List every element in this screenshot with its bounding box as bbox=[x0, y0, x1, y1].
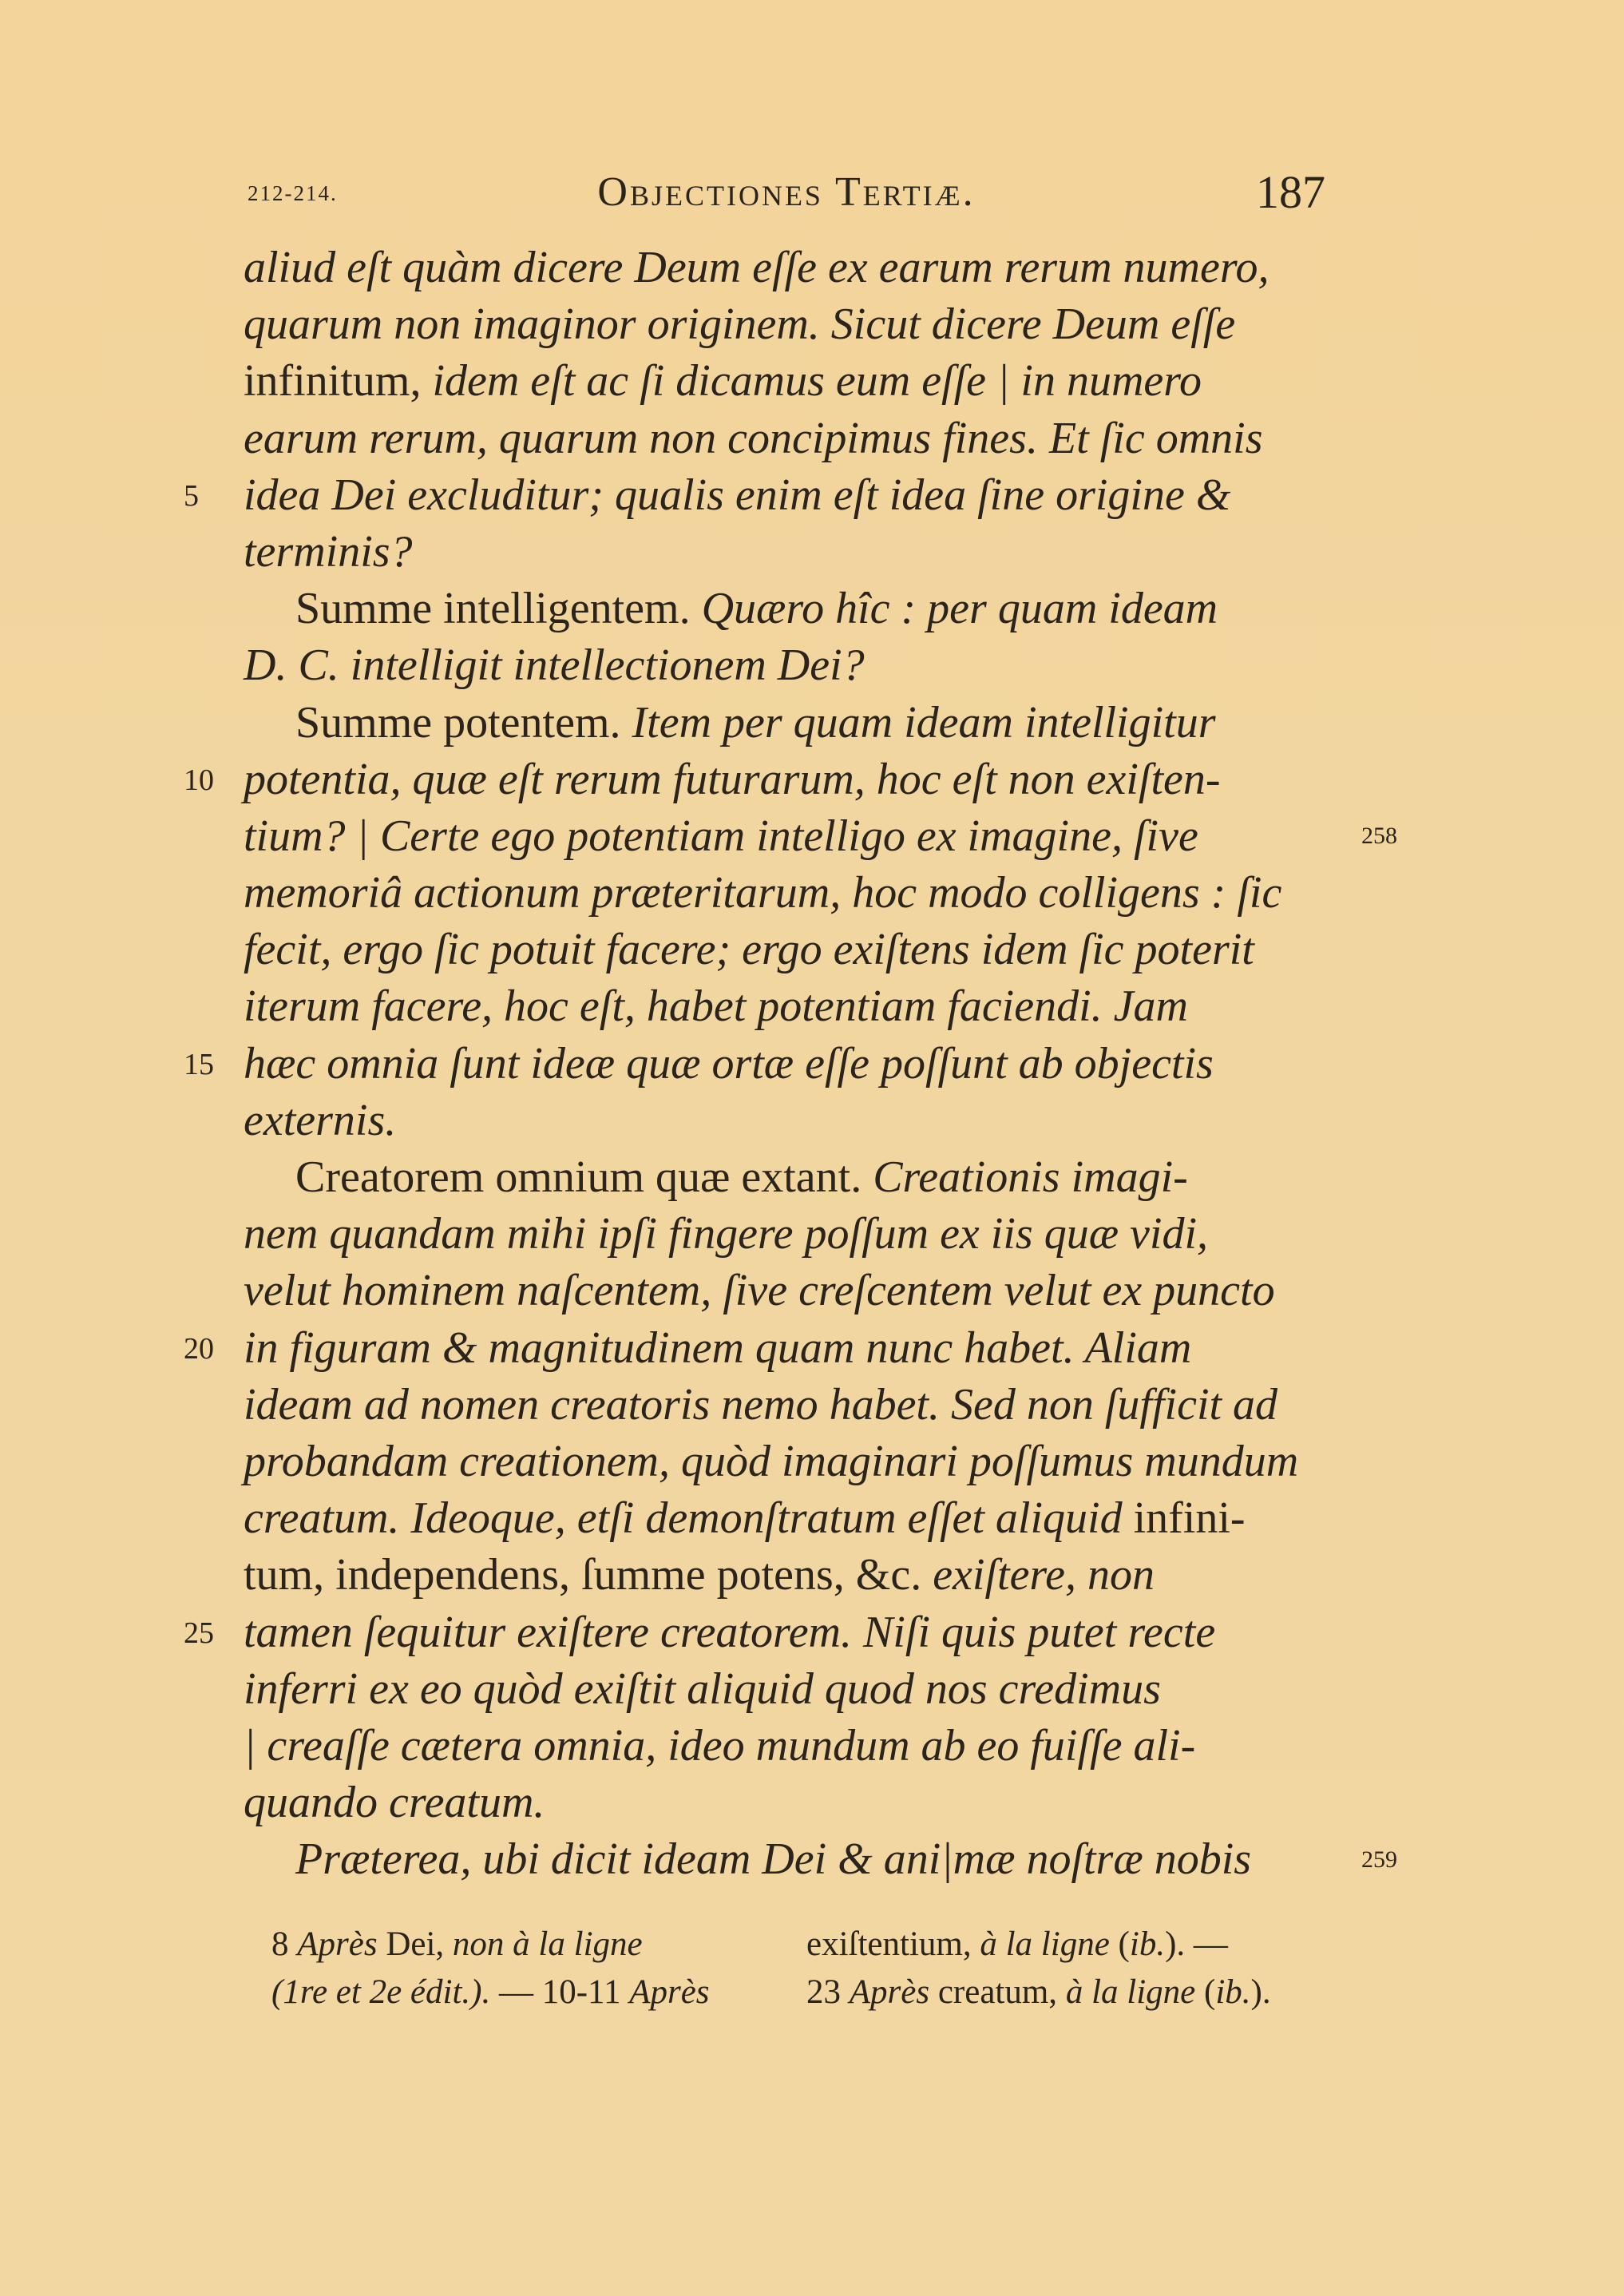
margin-reference: 258 bbox=[1361, 823, 1397, 849]
running-title: Objectiones Tertiæ. bbox=[597, 169, 976, 215]
text-span: in figuram & magnitudinem quam nunc habet. Aliam bbox=[244, 1322, 1192, 1373]
footnote-span: (1re et 2e édit.). bbox=[271, 1973, 499, 2011]
line-number: 5 bbox=[184, 478, 199, 513]
text-span: quando creatum. bbox=[244, 1778, 545, 1828]
text-span: velut hominem naſcentem, ſive creſcentem velut ex puncto bbox=[244, 1266, 1275, 1316]
footnote-span: ib. bbox=[1129, 1925, 1166, 1963]
line-number: 25 bbox=[184, 1616, 214, 1650]
text-line bbox=[244, 1149, 1325, 1206]
text-span: Creatorem omnium quæ extant. bbox=[295, 1152, 873, 1202]
text-line bbox=[244, 1206, 1325, 1263]
footnote-span: Après bbox=[849, 1973, 938, 2011]
text-span: Creationis imagi- bbox=[873, 1152, 1188, 1202]
text-span: externis. bbox=[244, 1095, 397, 1145]
text-span: exiſtere, non bbox=[933, 1550, 1155, 1600]
text-span: infini- bbox=[1133, 1493, 1246, 1544]
footnote-line bbox=[271, 1969, 782, 2016]
footnote-span: à la ligne bbox=[1065, 1973, 1204, 2011]
footnote-span: 23 bbox=[806, 1973, 850, 2011]
text-line bbox=[244, 581, 1325, 637]
footnote-span: à la ligne bbox=[980, 1925, 1119, 1963]
text-span: Præterea, ubi dicit ideam Dei & ani|mæ noſtræ nobis bbox=[295, 1834, 1252, 1885]
footnote-span: ( bbox=[1204, 1973, 1216, 2011]
text-span: idea Dei excluditur; qualis enim eſt idea ſine origine & bbox=[244, 470, 1231, 520]
text-span: Summe intelligentem. bbox=[295, 584, 702, 634]
text-line bbox=[244, 695, 1325, 751]
text-line bbox=[244, 1377, 1325, 1434]
footnote-span: ( bbox=[1118, 1925, 1130, 1963]
text-line bbox=[244, 1604, 1325, 1661]
text-span: terminis? bbox=[244, 526, 413, 577]
text-line bbox=[244, 1092, 1325, 1149]
footnotes-right-column bbox=[806, 1921, 1317, 2016]
text-line bbox=[244, 1320, 1325, 1377]
text-line bbox=[244, 1718, 1325, 1775]
footnote-line bbox=[271, 1921, 782, 1969]
text-span: tium? | Certe ego potentiam intelligo ex imagine, ſive bbox=[244, 811, 1198, 861]
text-span: quarum non imaginor originem. Sicut dicere Deum eſſe bbox=[244, 299, 1236, 350]
text-span: Quæro hîc : per quam ideam bbox=[701, 584, 1218, 634]
text-line bbox=[244, 1490, 1325, 1547]
text-line bbox=[244, 353, 1325, 410]
text-span: earum rerum, quarum non concipimus fines. Et ſic omnis bbox=[244, 413, 1263, 463]
text-line bbox=[244, 467, 1325, 524]
text-span: aliud eſt quàm dicere Deum eſſe ex earum rerum numero, bbox=[244, 243, 1269, 292]
text-line bbox=[244, 410, 1325, 467]
footnote-span: — 10-11 bbox=[498, 1973, 630, 2011]
text-span: iterum facere, hoc eſt, habet potentiam faciendi. Jam bbox=[244, 981, 1188, 1032]
text-line bbox=[244, 1036, 1325, 1092]
text-span: tamen ſequitur exiſtere creatorem. Niſi quis putet recte bbox=[244, 1607, 1216, 1657]
text-span: inferri ex eo quòd exiſtit aliquid quod nos credimus bbox=[244, 1664, 1161, 1714]
text-span: potentia, quæ eſt rerum futurarum, hoc eſt non exiſten- bbox=[244, 754, 1221, 804]
line-number: 10 bbox=[184, 763, 214, 797]
line-number: 15 bbox=[184, 1047, 214, 1081]
footnote-span: creatum, bbox=[937, 1973, 1066, 2011]
text-line bbox=[244, 637, 1325, 694]
footnote-span: Après bbox=[629, 1973, 710, 2011]
footnotes-left-column bbox=[271, 1921, 782, 2016]
page-number: 187 bbox=[1256, 166, 1325, 218]
margin-reference: 259 bbox=[1361, 1846, 1397, 1873]
text-line bbox=[244, 808, 1325, 865]
text-span: ideam ad nomen creatoris nemo habet. Sed non ſufficit ad bbox=[244, 1379, 1278, 1430]
footnote-line bbox=[806, 1969, 1317, 2016]
footnote-span: ib. bbox=[1215, 1973, 1251, 2011]
text-line bbox=[244, 1831, 1325, 1888]
text-line bbox=[244, 1661, 1325, 1718]
text-span: nem quandam mihi ipſi fingere poſſum ex iis quæ vidi, bbox=[244, 1209, 1209, 1259]
footnote-span: 8 bbox=[271, 1925, 298, 1963]
main-text bbox=[244, 240, 1325, 1888]
text-line bbox=[244, 1434, 1325, 1490]
text-span: fecit, ergo ſic potuit facere; ergo exiſtens idem ſic poterit bbox=[244, 925, 1254, 975]
text-line bbox=[244, 296, 1325, 353]
text-span: infinitum, bbox=[244, 356, 433, 406]
line-number: 20 bbox=[184, 1331, 214, 1366]
text-span: D. C. intelligit intellectionem Dei? bbox=[244, 640, 865, 691]
text-line bbox=[244, 1547, 1325, 1604]
footnote-span: ). bbox=[1250, 1973, 1271, 2011]
footnote-span: non à la ligne bbox=[452, 1925, 643, 1963]
text-line bbox=[244, 922, 1325, 978]
text-span: Item per quam ideam intelligitur bbox=[632, 697, 1216, 747]
text-span: idem eſt ac ſi dicamus eum eſſe | in numero bbox=[432, 356, 1202, 406]
text-span: | creaſſe cætera omnia, ideo mundum ab eo fuiſſe ali- bbox=[244, 1720, 1196, 1771]
running-header bbox=[248, 164, 1325, 220]
footnote-span: exiſtentium, bbox=[806, 1925, 980, 1963]
text-span: creatum. Ideoque, etſi demonſtratum eſſet aliquid bbox=[244, 1493, 1134, 1544]
footnote-line bbox=[806, 1921, 1317, 1969]
footnote-span: Après bbox=[297, 1925, 386, 1963]
text-line bbox=[244, 1775, 1325, 1831]
text-span: hæc omnia ſunt ideæ quæ ortæ eſſe poſſunt ab objectis bbox=[244, 1038, 1214, 1089]
text-span: tum, independens, ſumme potens, &c. bbox=[244, 1550, 933, 1600]
text-line bbox=[244, 1263, 1325, 1319]
text-span: memoriâ actionum præteritarum, hoc modo colligens : ſic bbox=[244, 868, 1282, 918]
text-span: probandam creationem, quòd imaginari poſſumus mundum bbox=[244, 1436, 1299, 1486]
page-range: 212-214. bbox=[248, 181, 338, 205]
footnote-span: Dei, bbox=[386, 1925, 453, 1963]
footnote-span: ). — bbox=[1165, 1925, 1228, 1963]
text-line bbox=[244, 524, 1325, 581]
text-span: Summe potentem. bbox=[295, 697, 632, 747]
text-line bbox=[244, 240, 1325, 296]
text-line bbox=[244, 865, 1325, 922]
text-line bbox=[244, 978, 1325, 1035]
text-line bbox=[244, 751, 1325, 808]
